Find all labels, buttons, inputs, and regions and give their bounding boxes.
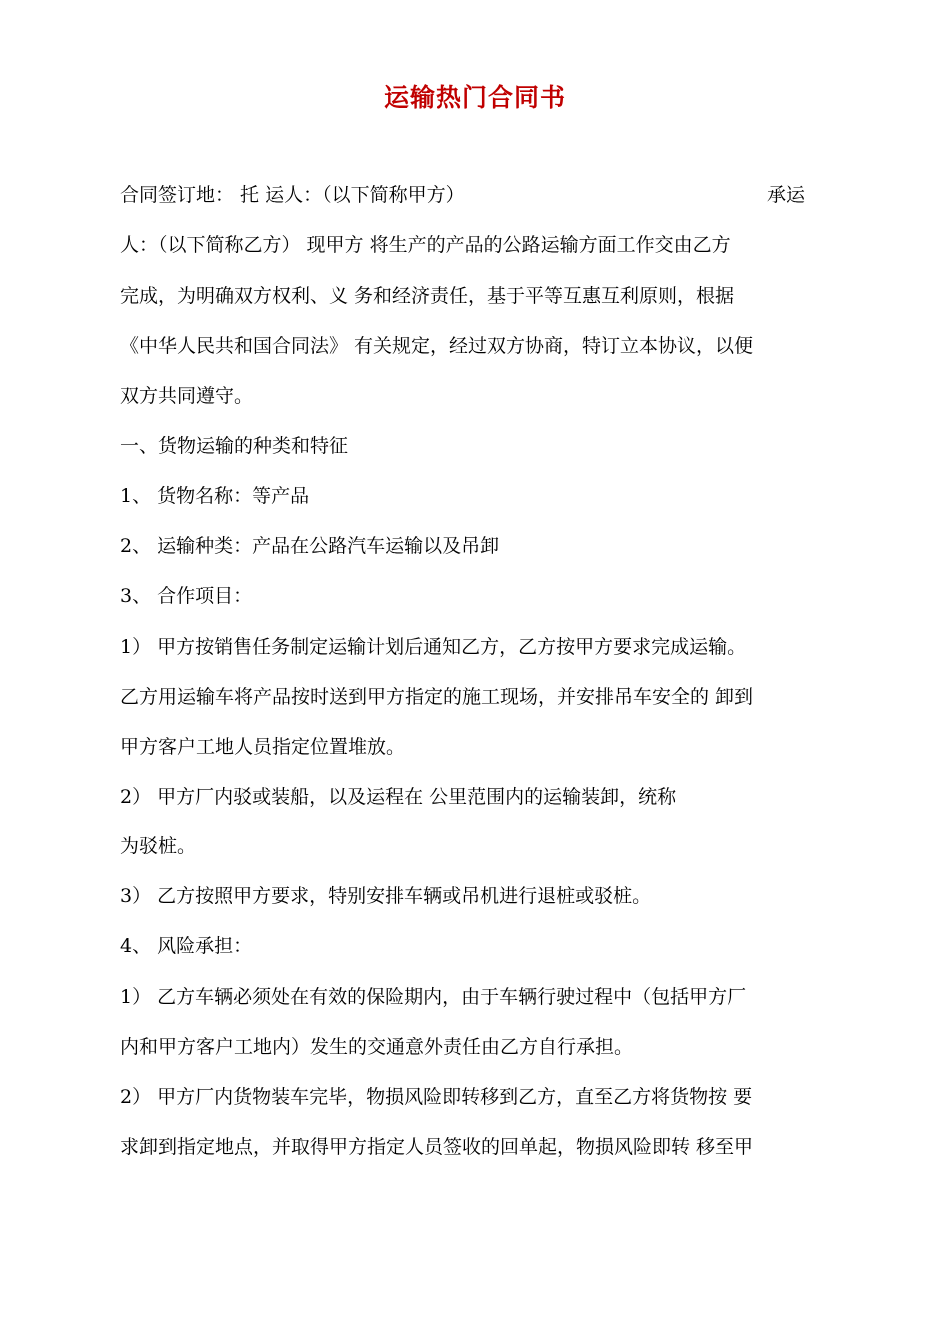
text-line: 甲方客户工地人员指定位置堆放。 xyxy=(120,736,406,758)
list-item: 3、 合作项目： xyxy=(120,585,253,607)
text-line: 2） 甲方厂内驳或装船，以及运程在 公里范围内的运输装卸，统称 xyxy=(120,786,677,808)
text-line: 《中华人民共和国合同法》 有关规定，经过双方协商，特订立本协议，以便 xyxy=(120,335,754,357)
text-line: 2） 甲方厂内货物装车完毕，物损风险即转移到乙方，直至乙方将货物按 要 xyxy=(120,1086,753,1108)
text-line: 1） 甲方按销售任务制定运输计划后通知乙方，乙方按甲方要求完成运输。 xyxy=(120,636,747,658)
text-line: 人：（以下简称乙方） 现甲方 将生产的产品的公路运输方面工作交由乙方 xyxy=(120,234,731,256)
text-line: 乙方用运输车将产品按时送到甲方指定的施工现场，并安排吊车安全的 卸到 xyxy=(120,686,754,708)
list-item: 1、 货物名称：等产品 xyxy=(120,485,310,507)
list-item: 4、 风险承担： xyxy=(120,935,253,957)
text-line: 合同签订地： 托 运人：（以下简称甲方） xyxy=(120,184,465,206)
text-line: 内和甲方客户工地内）发生的交通意外责任由乙方自行承担。 xyxy=(120,1036,634,1058)
section-heading: 一、货物运输的种类和特征 xyxy=(120,435,349,457)
text-line: 承运 xyxy=(767,184,806,206)
text-line: 双方共同遵守。 xyxy=(120,385,254,407)
text-line: 为驳桩。 xyxy=(120,835,197,857)
text-line: 3） 乙方按照甲方要求，特别安排车辆或吊机进行退桩或驳桩。 xyxy=(120,885,652,907)
text-line: 完成，为明确双方权利、义 务和经济责任，基于平等互惠互利原则，根据 xyxy=(120,285,735,307)
list-item: 2、 运输种类：产品在公路汽车运输以及吊卸 xyxy=(120,535,500,557)
text-line: 求卸到指定地点，并取得甲方指定人员签收的回单起，物损风险即转 移至甲 xyxy=(120,1136,754,1158)
text-line: 1） 乙方车辆必须处在有效的保险期内，由于车辆行驶过程中（包括甲方厂 xyxy=(120,986,747,1008)
document-title: 运输热门合同书 xyxy=(383,83,566,112)
